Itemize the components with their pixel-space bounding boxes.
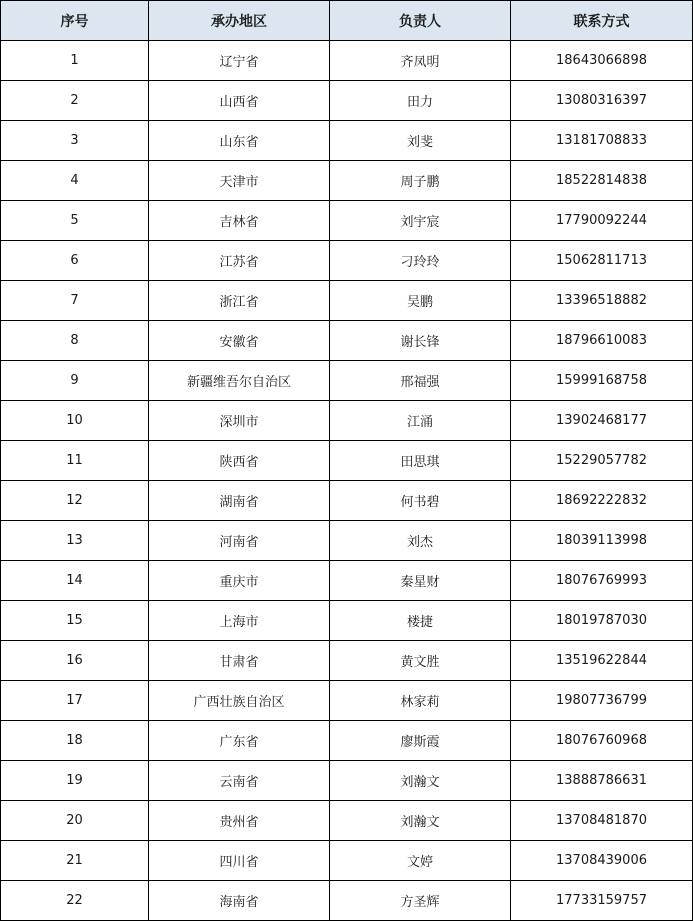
cell-index: 8 xyxy=(1,321,149,361)
cell-phone: 18522814838 xyxy=(511,161,693,201)
cell-phone: 13080316397 xyxy=(511,81,693,121)
cell-person: 何书碧 xyxy=(330,481,511,521)
cell-index: 13 xyxy=(1,521,149,561)
cell-region: 云南省 xyxy=(149,761,330,801)
table-row xyxy=(1,281,693,321)
cell-region: 海南省 xyxy=(149,881,330,921)
cell-region: 辽宁省 xyxy=(149,41,330,81)
table-row xyxy=(1,401,693,441)
cell-phone: 15999168758 xyxy=(511,361,693,401)
table-row xyxy=(1,881,693,921)
cell-index: 15 xyxy=(1,601,149,641)
cell-region: 浙江省 xyxy=(149,281,330,321)
cell-person: 林家莉 xyxy=(330,681,511,721)
table-row xyxy=(1,481,693,521)
table-row xyxy=(1,361,693,401)
cell-index: 21 xyxy=(1,841,149,881)
cell-index: 7 xyxy=(1,281,149,321)
cell-phone: 19807736799 xyxy=(511,681,693,721)
cell-region: 甘肃省 xyxy=(149,641,330,681)
table-row xyxy=(1,761,693,801)
cell-region: 湖南省 xyxy=(149,481,330,521)
cell-person: 刘斐 xyxy=(330,121,511,161)
cell-person: 黄文胜 xyxy=(330,641,511,681)
cell-index: 17 xyxy=(1,681,149,721)
cell-phone: 18019787030 xyxy=(511,601,693,641)
cell-region: 安徽省 xyxy=(149,321,330,361)
table-row xyxy=(1,681,693,721)
cell-region: 广西壮族自治区 xyxy=(149,681,330,721)
cell-index: 9 xyxy=(1,361,149,401)
table-body xyxy=(1,41,693,921)
cell-phone: 13902468177 xyxy=(511,401,693,441)
cell-region: 新疆维吾尔自治区 xyxy=(149,361,330,401)
table-row xyxy=(1,801,693,841)
cell-index: 12 xyxy=(1,481,149,521)
cell-region: 吉林省 xyxy=(149,201,330,241)
cell-region: 山西省 xyxy=(149,81,330,121)
table-row xyxy=(1,521,693,561)
header-index: 序号 xyxy=(1,1,149,41)
cell-index: 20 xyxy=(1,801,149,841)
cell-phone: 15062811713 xyxy=(511,241,693,281)
cell-person: 刘杰 xyxy=(330,521,511,561)
table-row xyxy=(1,841,693,881)
cell-phone: 13708481870 xyxy=(511,801,693,841)
cell-person: 谢长锋 xyxy=(330,321,511,361)
table-row xyxy=(1,81,693,121)
cell-person: 刘瀚文 xyxy=(330,801,511,841)
cell-index: 22 xyxy=(1,881,149,921)
cell-phone: 17790092244 xyxy=(511,201,693,241)
cell-person: 文婷 xyxy=(330,841,511,881)
cell-person: 田力 xyxy=(330,81,511,121)
header-row xyxy=(1,1,693,41)
cell-phone: 18076769993 xyxy=(511,561,693,601)
table-row xyxy=(1,641,693,681)
cell-person: 廖斯霞 xyxy=(330,721,511,761)
cell-person: 楼捷 xyxy=(330,601,511,641)
cell-index: 19 xyxy=(1,761,149,801)
cell-region: 天津市 xyxy=(149,161,330,201)
cell-phone: 15229057782 xyxy=(511,441,693,481)
table-row xyxy=(1,241,693,281)
cell-person: 刘瀚文 xyxy=(330,761,511,801)
cell-index: 5 xyxy=(1,201,149,241)
cell-person: 刁玲玲 xyxy=(330,241,511,281)
cell-region: 四川省 xyxy=(149,841,330,881)
table-header xyxy=(1,1,693,41)
cell-person: 邢福强 xyxy=(330,361,511,401)
cell-person: 刘宇宸 xyxy=(330,201,511,241)
cell-phone: 18643066898 xyxy=(511,41,693,81)
cell-index: 1 xyxy=(1,41,149,81)
header-phone: 联系方式 xyxy=(511,1,693,41)
cell-phone: 13708439006 xyxy=(511,841,693,881)
cell-region: 江苏省 xyxy=(149,241,330,281)
table-row xyxy=(1,161,693,201)
cell-person: 吴鹏 xyxy=(330,281,511,321)
cell-index: 18 xyxy=(1,721,149,761)
cell-phone: 18039113998 xyxy=(511,521,693,561)
table-row xyxy=(1,441,693,481)
cell-region: 重庆市 xyxy=(149,561,330,601)
cell-person: 秦星财 xyxy=(330,561,511,601)
cell-index: 11 xyxy=(1,441,149,481)
cell-phone: 13396518882 xyxy=(511,281,693,321)
cell-index: 6 xyxy=(1,241,149,281)
cell-phone: 13519622844 xyxy=(511,641,693,681)
table-row xyxy=(1,201,693,241)
cell-index: 10 xyxy=(1,401,149,441)
cell-person: 江涌 xyxy=(330,401,511,441)
cell-region: 贵州省 xyxy=(149,801,330,841)
cell-region: 深圳市 xyxy=(149,401,330,441)
header-region: 承办地区 xyxy=(149,1,330,41)
cell-person: 方圣辉 xyxy=(330,881,511,921)
table-row xyxy=(1,321,693,361)
cell-phone: 18796610083 xyxy=(511,321,693,361)
table-row xyxy=(1,561,693,601)
cell-index: 4 xyxy=(1,161,149,201)
cell-region: 上海市 xyxy=(149,601,330,641)
cell-index: 3 xyxy=(1,121,149,161)
cell-region: 山东省 xyxy=(149,121,330,161)
cell-region: 陕西省 xyxy=(149,441,330,481)
cell-phone: 17733159757 xyxy=(511,881,693,921)
table-row xyxy=(1,601,693,641)
cell-region: 河南省 xyxy=(149,521,330,561)
cell-index: 2 xyxy=(1,81,149,121)
table-row xyxy=(1,41,693,81)
cell-phone: 13181708833 xyxy=(511,121,693,161)
cell-phone: 18076760968 xyxy=(511,721,693,761)
table-row xyxy=(1,721,693,761)
cell-index: 14 xyxy=(1,561,149,601)
cell-region: 广东省 xyxy=(149,721,330,761)
cell-index: 16 xyxy=(1,641,149,681)
cell-phone: 18692222832 xyxy=(511,481,693,521)
cell-phone: 13888786631 xyxy=(511,761,693,801)
cell-person: 田思琪 xyxy=(330,441,511,481)
cell-person: 齐凤明 xyxy=(330,41,511,81)
table-row xyxy=(1,121,693,161)
cell-person: 周子鹏 xyxy=(330,161,511,201)
header-person: 负责人 xyxy=(330,1,511,41)
